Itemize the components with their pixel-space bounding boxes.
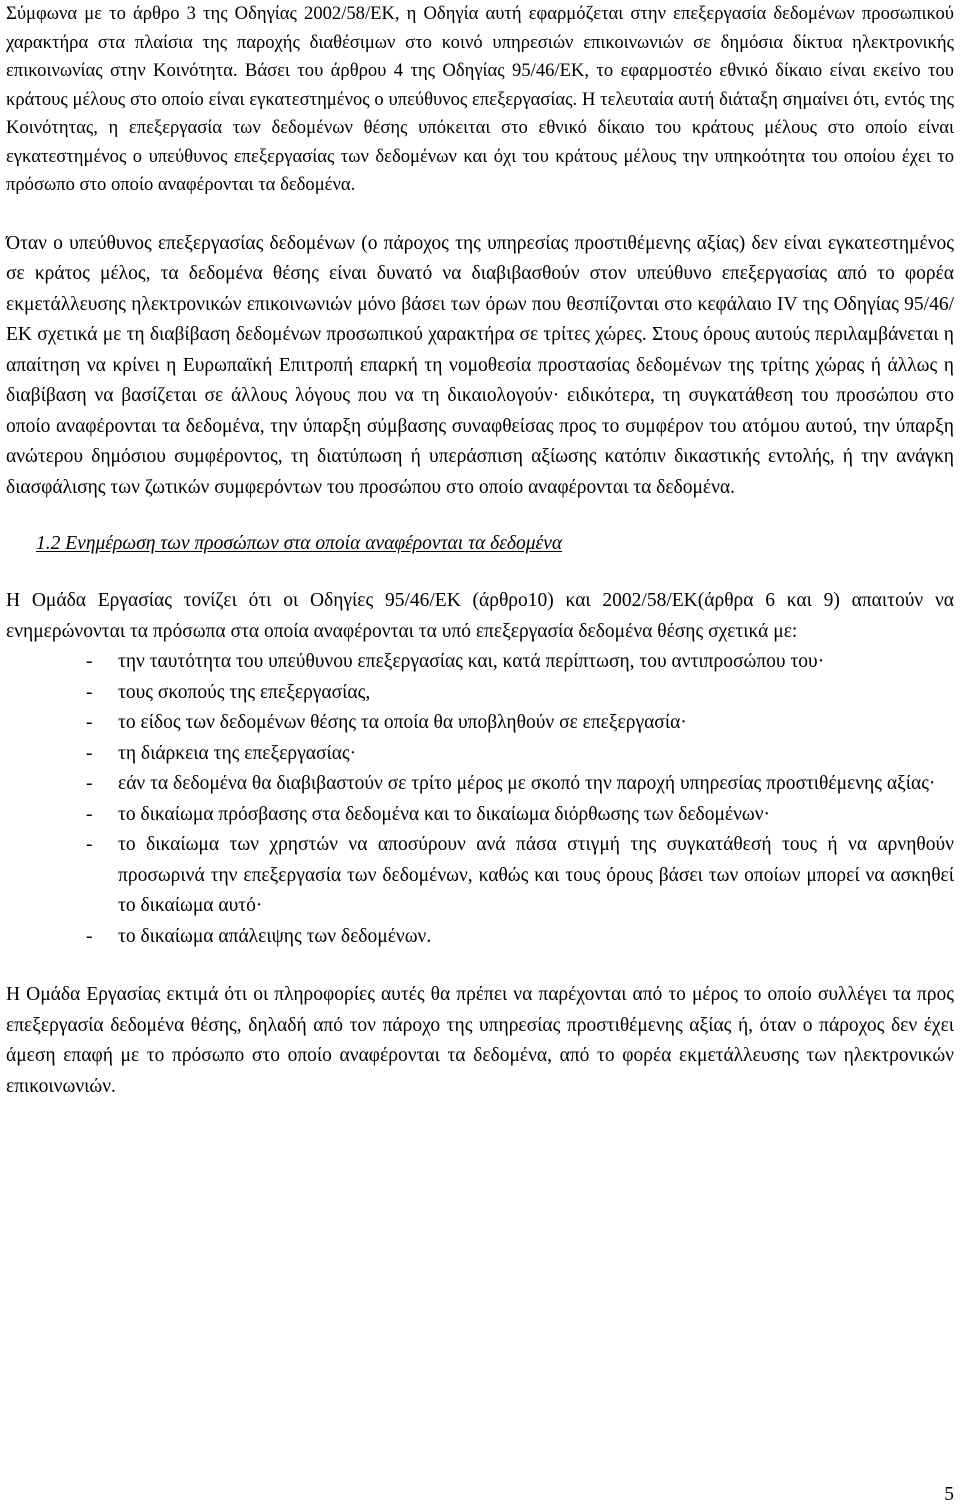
list-item: - την ταυτότητα του υπεύθυνου επεξεργασίας και, κατά περίπτωση, του αντιπροσώπου του· <box>6 647 954 678</box>
list-item: - το δικαίωμα απάλειψης των δεδομένων. <box>6 922 954 953</box>
bullet-dash: - <box>86 681 93 703</box>
bullet-dash: - <box>86 712 93 733</box>
bullet-dash: - <box>86 803 93 825</box>
list-item: - το είδος των δεδομένων θέσης τα οποία θα υποβληθούν σε επεξεργασία· <box>6 708 954 739</box>
paragraph-information-provider: Η Ομάδα Εργασίας εκτιμά ότι οι πληροφορίες αυτές θα πρέπει να παρέχονται από το μέρος το οποίο συλλέγει τα προς επεξεργασία δεδομένα θέσης, δηλαδή από τον πάροχο της υπηρεσίας προστιθέμενης αξίας ή, όταν ο πάροχος δεν έχει άμεση επαφή με το πρόσωπο στο οποίο αναφέρονται τα δεδομένα, από το φορέα εκμετάλλευσης των ηλεκτρονικών επικοινωνιών. <box>6 984 954 1097</box>
bullet-dash: - <box>86 925 93 947</box>
bullet-dash: - <box>86 773 93 794</box>
bullet-dash: - <box>86 651 93 672</box>
list-item: - εάν τα δεδομένα θα διαβιβαστούν σε τρίτο μέρος με σκοπό την παροχή υπηρεσίας προστιθέμενης αξίας· <box>6 769 954 800</box>
paragraph-applicable-law: Σύμφωνα με το άρθρο 3 της Οδηγίας 2002/58/ΕΚ, η Οδηγία αυτή εφαρμόζεται στην επεξεργασία δεδομένων προσωπικού χαρακτήρα στα πλαίσια της παροχής διαθέσιμων στο κοινό υπηρεσιών επικοινωνιών σε δημόσια δίκτυα ηλεκτρονικής επικοινωνίας στην Κοινότητα. Βάσει του άρθρου 4 της Οδηγίας 95/46/ΕΚ, το εφαρμοστέο εθνικό δίκαιο είναι εκείνο του κράτους μέλους στο οποίο είναι εγκατεστημένος ο υπεύθυνος επεξεργασίας. Η τελευταία αυτή διάταξη σημαίνει ότι, εντός της Κοινότητας, η επεξεργασία των δεδομένων θέσης υπόκειται στο εθνικό δίκαιο του κράτους μέλους στο οποίο είναι εγκατεστημένος ο υπεύθυνος επεξεργασίας των δεδομένων και όχι του κράτους μέλους την υπηκοότητα του οποίου έχει το πρόσωπο στο οποίο αναφέρονται τα δεδομένα. <box>6 3 954 195</box>
bullet-dash: - <box>86 742 93 764</box>
paragraph-information-intro: Η Ομάδα Εργασίας τονίζει ότι οι Οδηγίες 95/46/ΕΚ (άρθρο10) και 2002/58/ΕΚ(άρθρα 6 και 9) απαιτούν να ενημερώνονται τα πρόσωπα στα οποία αναφέρονται τα υπό επεξεργασία δεδομένα θέσης σχετικά με: <box>6 590 954 642</box>
list-item: - τη διάρκεια της επεξεργασίας· <box>6 739 954 770</box>
document-page <box>6 0 954 1102</box>
paragraph-third-country-transfer: Όταν ο υπεύθυνος επεξεργασίας δεδομένων (ο πάροχος της υπηρεσίας προστιθέμενης αξίας) δεν είναι εγκατεστημένος σε κράτος μέλος, τα δεδομένα θέσης είναι δυνατό να διαβιβασθούν στον υπεύθυνο επεξεργασίας από το φορέα εκμετάλλευσης ηλεκτρονικών επικοινωνιών μόνο βάσει των όρων που θεσπίζονται στο κεφάλαιο IV της Οδηγίας 95/46/ΕΚ σχετικά με τη διαβίβαση δεδομένων προσωπικού χαρακτήρα σε τρίτες χώρες. Στους όρους αυτούς περιλαμβάνεται η απαίτηση να κρίνει η Ευρωπαϊκή Επιτροπή επαρκή τη νομοθεσία προστασίας δεδομένων της τρίτης χώρας ή άλλως η διαβίβαση να βασίζεται σε άλλους λόγους που να τη δικαιολογούν· ειδικότερα, τη συγκατάθεση του προσώπου στο οποίο αναφέρονται τα δεδομένα, την ύπαρξη σύμβασης συναφθείσας προς το συμφέρον του ατόμου αυτού, την ύπαρξη ανώτερου δημόσιου συμφέροντος, τη διατύπωση ή υπεράσπιση αξίωσης κατόπιν δικαστικής εντολής, ή την ανάγκη διασφάλισης των ζωτικών συμφερόντων του προσώπου στο οποίο αναφέρονται τα δεδομένα. <box>6 232 954 498</box>
list-item: - τους σκοπούς της επεξεργασίας, <box>6 678 954 709</box>
bullet-dash: - <box>86 834 93 855</box>
page-number: 5 <box>944 1484 954 1505</box>
list-item: - το δικαίωμα των χρηστών να αποσύρουν ανά πάσα στιγμή της συγκατάθεσή τους ή να αρνηθούν προσωρινά την επεξεργασία των δεδομένων, καθώς και τους όρους βάσει των οποίων μπορεί να ασκηθεί το δικαίωμα αυτό· <box>6 830 954 922</box>
information-list <box>6 647 954 952</box>
section-heading: 1.2 Ενημέρωση των προσώπων στα οποία αναφέρονται τα δεδομένα <box>36 533 563 554</box>
list-item: - το δικαίωμα πρόσβασης στα δεδομένα και το δικαίωμα διόρθωσης των δεδομένων· <box>6 800 954 831</box>
